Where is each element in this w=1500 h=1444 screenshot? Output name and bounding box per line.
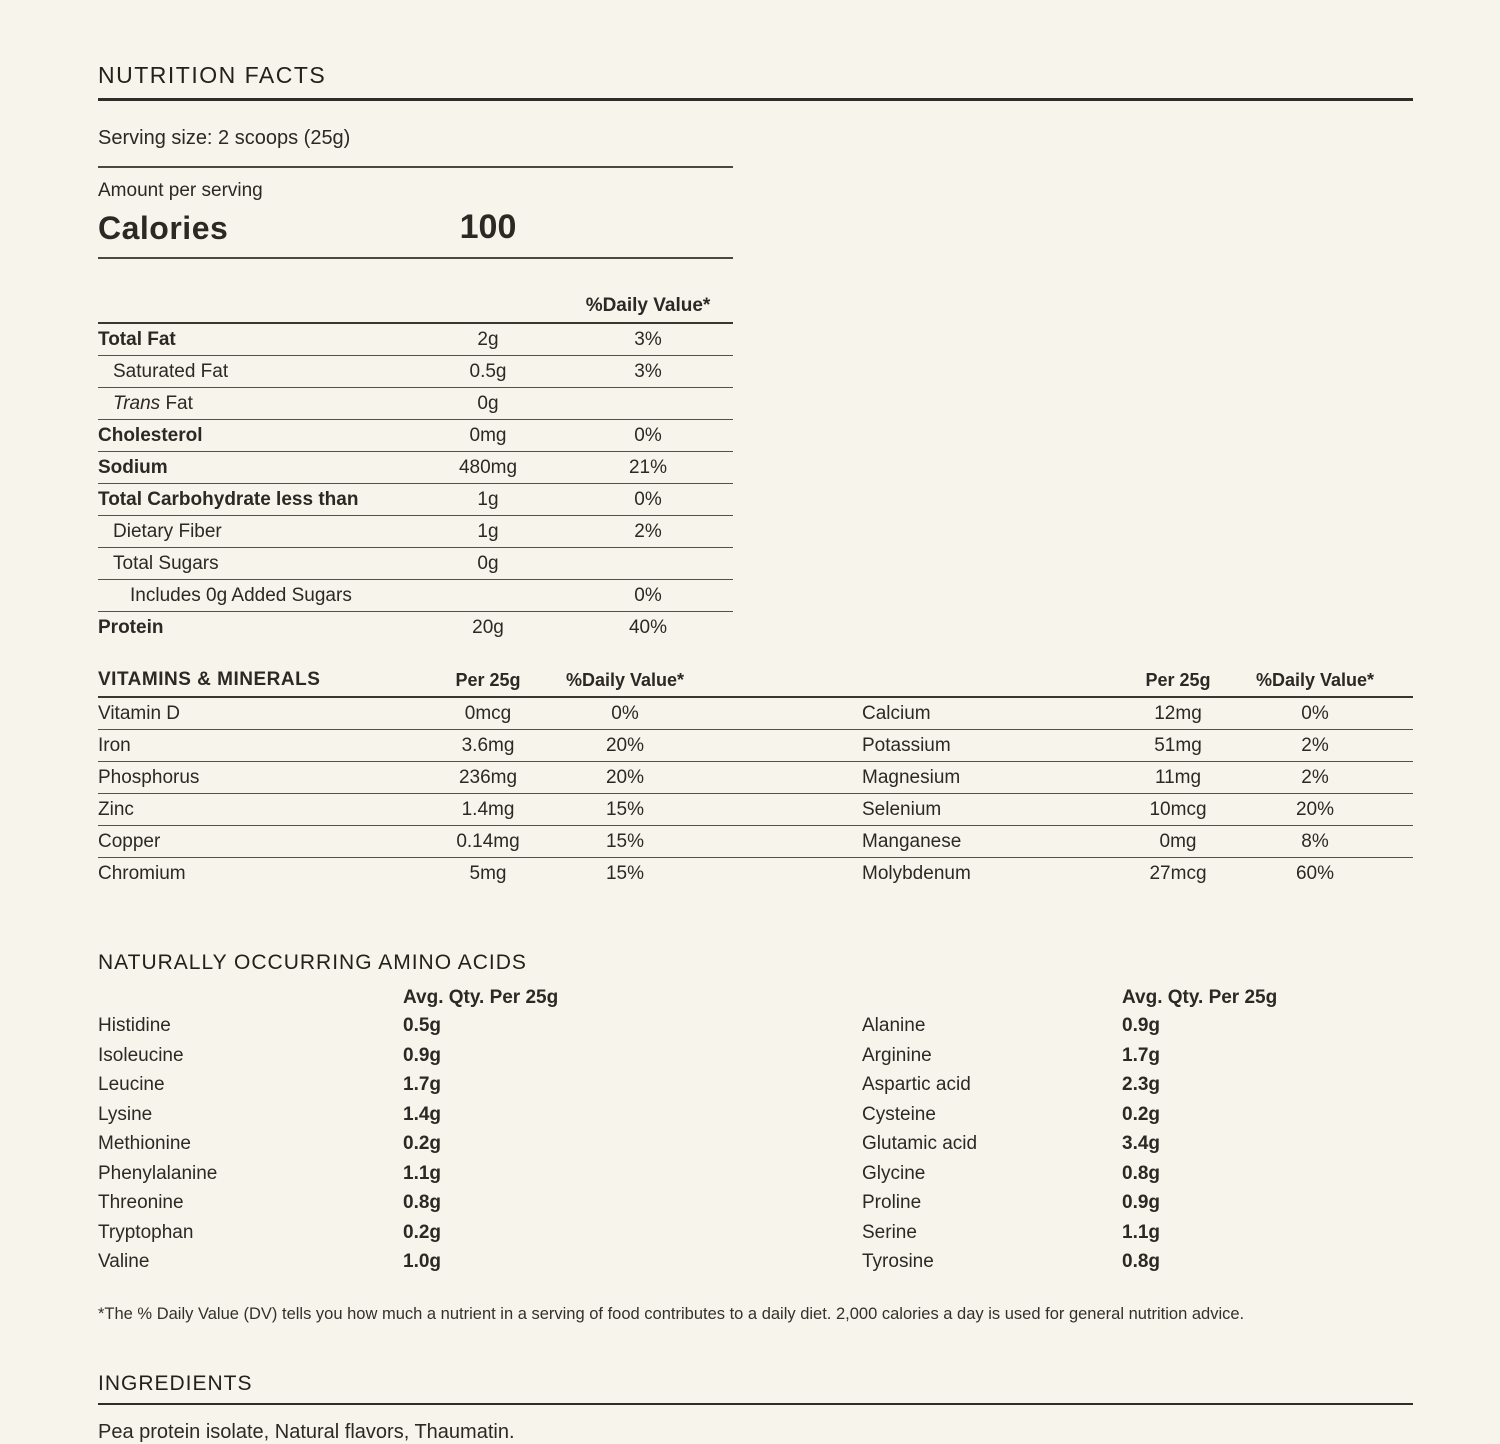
nutrient-label: Total Sugars: [113, 553, 219, 574]
amino-acid-label: Alanine: [862, 1015, 926, 1036]
vitamin-amount: 0mcg: [464, 703, 512, 724]
nutrient-label: Dietary Fiber: [113, 521, 222, 542]
nutrient-daily-value: 0%: [634, 425, 662, 446]
vitamin-label: Selenium: [862, 799, 942, 820]
amino-acid-label: Leucine: [98, 1074, 165, 1095]
nutrient-row: [98, 452, 733, 484]
amino-acid-value: 2.3g: [1122, 1074, 1161, 1095]
vitamin-daily-value: 2%: [1301, 767, 1329, 788]
amino-acids-section-title: NATURALLY OCCURRING AMINO ACIDS: [98, 951, 527, 974]
amino-acid-label: Glycine: [862, 1162, 926, 1184]
vitamins-col-dv-left: %Daily Value*: [565, 669, 685, 690]
nutrient-amount: 0.5g: [469, 361, 507, 382]
nutrient-row: [98, 484, 733, 516]
daily-value-footnote: *The % Daily Value (DV) tells you how much a nutrient in a serving of food contributes to a daily diet. 2,000 calories a day is used for general nutrition advice.: [98, 1304, 1245, 1323]
nutrient-amount: 0g: [477, 553, 499, 574]
amino-acid-label: Glutamic acid: [862, 1133, 978, 1154]
nutrient-daily-value: 2%: [634, 521, 662, 542]
amino-acids-table: [98, 1011, 1413, 1277]
amino-acids-header-row: [98, 985, 1413, 1011]
nutrient-amount: 0mg: [469, 425, 507, 446]
vitamin-amount: 5mg: [469, 863, 507, 884]
vitamin-amount: 51mg: [1154, 735, 1202, 756]
nutrient-amount: 480mg: [458, 457, 518, 478]
amino-acid-label: Phenylalanine: [98, 1162, 218, 1184]
ingredients-text: Pea protein isolate, Natural flavors, Thaumatin.: [98, 1420, 515, 1443]
vitamin-label: Molybdenum: [862, 863, 971, 884]
nutrient-label: Trans Fat: [113, 393, 193, 414]
vitamin-label: Iron: [98, 735, 131, 756]
nutrient-amount: 20g: [472, 617, 504, 638]
nutrient-daily-value: 21%: [628, 457, 668, 478]
vitamin-amount: 0.14mg: [456, 831, 520, 852]
amino-acid-label: Methionine: [98, 1133, 191, 1154]
nutrient-daily-value: 0%: [634, 489, 662, 510]
amino-acid-label: Histidine: [98, 1015, 171, 1036]
nutrient-label: Saturated Fat: [113, 361, 229, 382]
amino-acid-label: Valine: [98, 1251, 150, 1272]
vitamin-row: [98, 858, 1413, 889]
calories-value: 100: [459, 208, 517, 246]
amino-col-header-left: Avg. Qty. Per 25g: [403, 987, 559, 1008]
vitamin-label: Phosphorus: [98, 767, 200, 788]
amino-acid-row: [98, 1129, 1413, 1159]
amino-acid-value: 3.4g: [1122, 1133, 1161, 1154]
vitamin-daily-value: 20%: [1295, 799, 1335, 820]
vitamin-daily-value: 20%: [605, 767, 645, 788]
vitamins-section-title: VITAMINS & MINERALS: [98, 669, 321, 690]
nutrition-facts-table: [98, 324, 733, 643]
vitamins-col-amount-right: Per 25g: [1145, 669, 1211, 690]
daily-value-header-row: [98, 295, 733, 324]
nutrient-daily-value: 0%: [634, 585, 662, 606]
vitamin-daily-value: 2%: [1301, 735, 1329, 756]
vitamin-row: [98, 698, 1413, 730]
vitamin-label: Calcium: [862, 703, 931, 724]
amino-acid-value: 1.4g: [403, 1103, 442, 1125]
vitamin-amount: 0mg: [1159, 831, 1197, 852]
vitamin-label: Potassium: [862, 735, 951, 756]
vitamin-row: [98, 794, 1413, 826]
amino-acid-value: 1.1g: [1122, 1221, 1161, 1243]
amino-acid-label: Aspartic acid: [862, 1074, 971, 1095]
amino-acid-row: [98, 1100, 1413, 1130]
ingredients-title: INGREDIENTS: [98, 1372, 1413, 1405]
amino-acid-label: Tyrosine: [862, 1251, 934, 1272]
vitamin-daily-value: 8%: [1301, 831, 1329, 852]
amount-per-serving-label: Amount per serving: [98, 180, 263, 201]
amino-acid-value: 0.5g: [403, 1015, 442, 1036]
vitamins-table: [98, 698, 1413, 889]
page-title: NUTRITION FACTS: [98, 62, 1413, 101]
vitamin-daily-value: 20%: [605, 735, 645, 756]
amino-acid-label: Isoleucine: [98, 1044, 184, 1066]
calories-label: Calories: [98, 210, 229, 246]
amino-acid-value: 0.2g: [403, 1221, 442, 1243]
amino-acid-value: 0.8g: [403, 1192, 442, 1213]
nutrient-row: [98, 420, 733, 452]
nutrient-row: [98, 516, 733, 548]
vitamin-amount: 3.6mg: [461, 735, 515, 756]
nutrient-label: Includes 0g Added Sugars: [130, 585, 352, 606]
amino-acid-value: 0.8g: [1122, 1162, 1161, 1184]
nutrient-daily-value: 40%: [628, 617, 668, 638]
vitamin-label: Zinc: [98, 799, 134, 820]
nutrition-label: [98, 0, 1413, 1444]
amino-acid-value: 0.2g: [1122, 1103, 1161, 1125]
vitamin-daily-value: 0%: [1301, 703, 1329, 724]
amino-acid-label: Serine: [862, 1221, 917, 1243]
nutrient-daily-value: 3%: [634, 329, 662, 350]
amino-acid-row: [98, 1247, 1413, 1277]
amino-acid-value: 1.7g: [1122, 1044, 1161, 1066]
nutrient-row: [98, 612, 733, 643]
vitamin-label: Copper: [98, 831, 161, 852]
vitamin-amount: 10mcg: [1149, 799, 1207, 820]
nutrient-label: Total Fat: [98, 329, 176, 350]
nutrient-label: Cholesterol: [98, 425, 203, 446]
amino-acid-row: [98, 1188, 1413, 1218]
vitamins-header-row: [98, 669, 1413, 698]
nutrient-row: [98, 324, 733, 356]
amino-acid-label: Proline: [862, 1192, 922, 1213]
vitamin-daily-value: 15%: [605, 831, 645, 852]
nutrient-label: Protein: [98, 617, 164, 638]
amino-acid-row: [98, 1070, 1413, 1100]
nutrient-amount: 1g: [477, 489, 499, 510]
vitamin-amount: 236mg: [458, 767, 518, 788]
amino-acid-value: 0.2g: [403, 1133, 442, 1154]
amino-acid-label: Tryptophan: [98, 1221, 194, 1243]
vitamin-row: [98, 826, 1413, 858]
nutrient-amount: 2g: [477, 329, 499, 350]
vitamin-amount: 1.4mg: [461, 799, 515, 820]
amino-acid-label: Arginine: [862, 1044, 932, 1066]
amino-acid-value: 1.1g: [403, 1162, 442, 1184]
amino-acid-value: 0.9g: [1122, 1192, 1161, 1213]
vitamin-daily-value: 60%: [1295, 863, 1335, 884]
nutrient-amount: 1g: [477, 521, 499, 542]
vitamin-amount: 11mg: [1154, 767, 1202, 788]
vitamins-col-amount-left: Per 25g: [455, 669, 521, 690]
nutrient-row: [98, 548, 733, 580]
nutrient-row: [98, 388, 733, 420]
amino-acid-row: [98, 1218, 1413, 1248]
vitamin-daily-value: 15%: [605, 799, 645, 820]
nutrient-row: [98, 580, 733, 612]
amino-acid-value: 1.7g: [403, 1074, 442, 1095]
amino-acid-row: [98, 1011, 1413, 1041]
vitamin-label: Manganese: [862, 831, 962, 852]
serving-size: Serving size: 2 scoops (25g): [98, 127, 733, 168]
amino-acid-value: 0.9g: [1122, 1015, 1161, 1036]
amino-acid-value: 1.0g: [403, 1251, 442, 1272]
nutrient-label: Total Carbohydrate less than: [98, 489, 359, 510]
vitamin-label: Chromium: [98, 863, 186, 884]
vitamin-amount: 12mg: [1154, 703, 1202, 724]
nutrient-row: [98, 356, 733, 388]
serving-calories-panel: [98, 127, 733, 643]
vitamin-daily-value: 0%: [611, 703, 639, 724]
amino-col-header-right: Avg. Qty. Per 25g: [1122, 987, 1278, 1008]
vitamins-col-dv-right: %Daily Value*: [1255, 669, 1375, 690]
vitamin-row: [98, 730, 1413, 762]
vitamin-amount: 27mcg: [1149, 863, 1207, 884]
amino-acid-value: 0.9g: [403, 1044, 442, 1066]
amino-acid-value: 0.8g: [1122, 1251, 1161, 1272]
nutrient-label: Sodium: [98, 457, 168, 478]
vitamin-daily-value: 15%: [605, 863, 645, 884]
vitamin-label: Magnesium: [862, 767, 961, 788]
daily-value-header: %Daily Value*: [585, 295, 711, 316]
calories-row: [98, 208, 733, 259]
amino-acid-row: [98, 1159, 1413, 1189]
amino-acid-label: Cysteine: [862, 1103, 936, 1125]
amino-acid-label: Lysine: [98, 1103, 153, 1125]
vitamin-row: [98, 762, 1413, 794]
amino-acid-row: [98, 1041, 1413, 1071]
nutrient-amount: 0g: [477, 393, 499, 414]
nutrient-daily-value: 3%: [634, 361, 662, 382]
amino-acid-label: Threonine: [98, 1192, 184, 1213]
vitamin-label: Vitamin D: [98, 703, 181, 724]
